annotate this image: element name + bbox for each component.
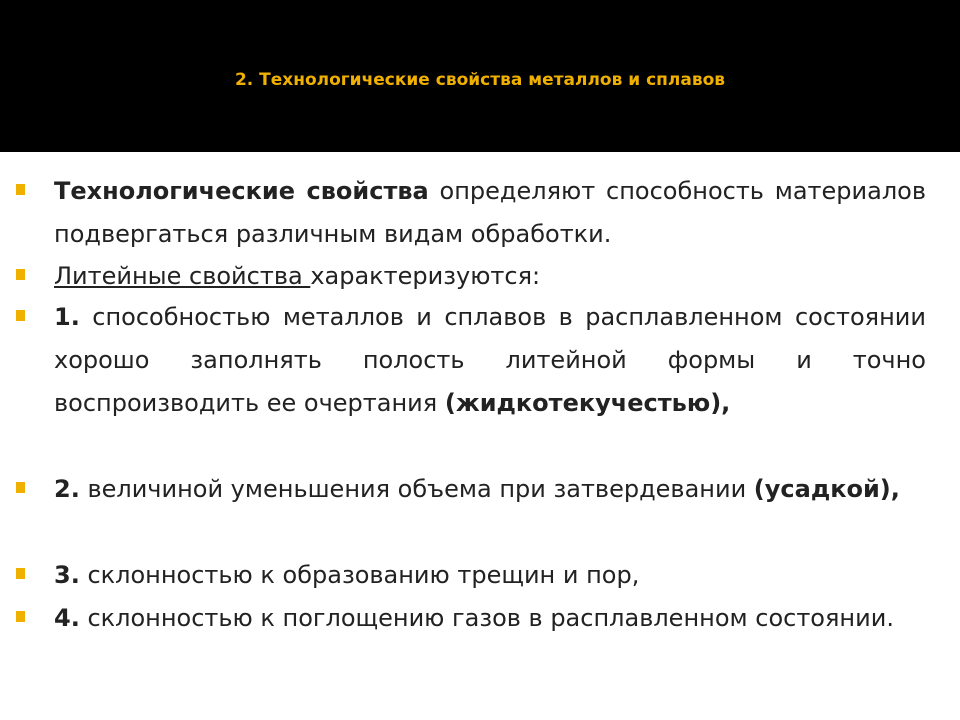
bullet-marker-icon	[16, 568, 25, 579]
bullet-bold-term: (жидкотекучестью),	[444, 389, 731, 417]
bullet-text	[54, 597, 926, 640]
bullet-body: способностью металлов и сплавов в расплавленном состоянии хорошо заполнять полость литейной формы и точно воспроизводить ее очертания	[54, 303, 926, 417]
bullet-body: определяют способность материалов подвергаться различным видам обработки.	[54, 177, 926, 248]
bullet-bold: 4.	[54, 604, 80, 632]
bullet-text	[54, 255, 926, 298]
bullet-bold: 3.	[54, 561, 80, 589]
bullet-marker-icon	[16, 482, 25, 493]
content-area	[0, 152, 960, 720]
bullet-bold: 1.	[54, 303, 80, 331]
bullet-text	[54, 296, 926, 425]
bullet-marker-icon	[16, 310, 25, 321]
bullet-body: характеризуются:	[310, 262, 541, 290]
bullet-text	[54, 170, 926, 256]
bullet-body: склонностью к поглощению газов в расплавленном состоянии.	[79, 604, 894, 632]
bullet-marker-icon	[16, 269, 25, 280]
bullet-body: склонностью к образованию трещин и пор,	[79, 561, 640, 589]
slide-title: 2. Технологические свойства металлов и сплавов	[234, 70, 726, 90]
bullet-bold-term: (усадкой),	[753, 475, 900, 503]
bullet-marker-icon	[16, 184, 25, 195]
bullet-marker-icon	[16, 611, 25, 622]
bullet-bold: 2.	[54, 475, 80, 503]
bullet-underline: Литейные свойства	[54, 262, 311, 290]
title-band	[0, 0, 960, 150]
bullet-bold: Технологические свойства	[54, 177, 429, 205]
bullet-text	[54, 468, 926, 511]
bullet-body: величиной уменьшения объема при затвердевании	[79, 475, 754, 503]
bullet-text	[54, 554, 926, 597]
